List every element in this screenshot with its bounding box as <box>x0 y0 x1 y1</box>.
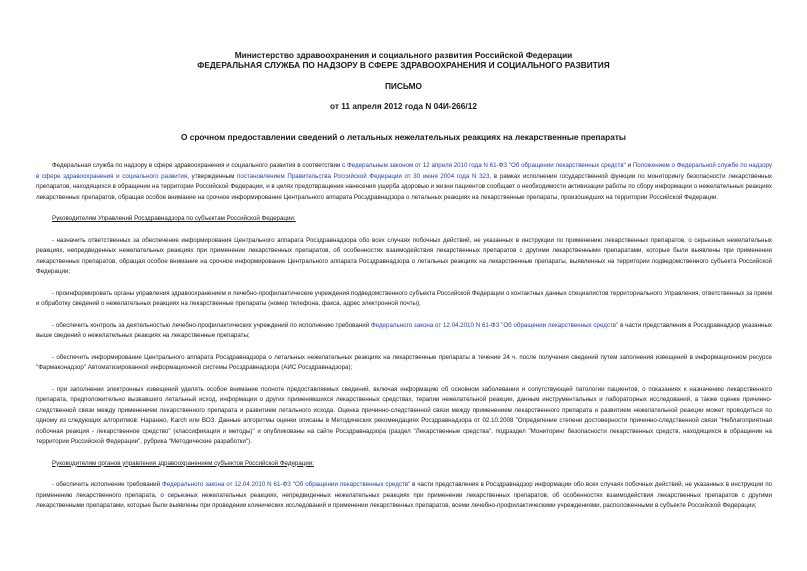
law-61fz-link-2[interactable]: Федерального закона от 12.04.2010 N 61-ФЗ "Об обращении лекарственных средств" <box>370 321 619 329</box>
document-type: ПИСЬМО <box>384 81 423 91</box>
law-61fz-link-3[interactable]: Федерального закона от 12.04.2010 N 61-ФЗ "Об обращении лекарственных средств" <box>161 481 411 488</box>
section2-item-1-text-2: в части представления в Росздравнадзор информации обо всех случаях побочных действий, не указанных в инструкции по применению лекарственного препарата, о серьезных нежелательных реакциях, непредвиденных нежелательных реакциях при применении лекарственных препаратов, об особенностях взаимодействия лекарственных препаратов с другими лекарственными препаратами, которые были выявлены при проведении клинических исследований и применении лекарственных препаратов, всеми лечебно-профилактическими учреждениями, расположенными в субъекте Российской Федерации; <box>36 481 772 509</box>
section1-item-3 <box>36 321 772 342</box>
section2-heading: Руководителям органов управления здравоохранением субъектов Российской Федерации: <box>52 459 314 467</box>
intro-text-2: и <box>625 162 633 169</box>
document-body <box>36 161 772 512</box>
section2-item-1-text-1: - обеспечить исполнение требований <box>52 481 162 488</box>
section2-item-1 <box>36 480 772 512</box>
section1-item-5: - при заполнении электронных извещений уделять особое внимание полноте предоставляемых сведений, включая информацию об основном заболевании и сопутствующей патологии пациентов, о показаниях к назначению лекарственного препарата, предположительно вызвавшего летальный исход, информации о других применявшихся лекарственных средствах, терапии нежелательной реакции, данным инструментальных и лабораторных исследований, а также оценке причинно-следственной связи между применением лекарственного препарата и развитием летального исхода. Оценка причинно-следственной связи между применением лекарственного препарата и развитием нежелательной реакции может проводиться по одному из следующих алгоритмов: Наранжо, Karch или ВОЗ. Данные алгоритмы оценки описаны в Методических рекомендациях Росздравнадзора от 02.10.2008 "Определение степени достоверности причинно-следственной связи "Неблагоприятная побочная реакция - лекарственное средство" (классификация и методы)" и опубликованы на сайте Росздравнадзора (раздел "Лекарственные средства", подраздел "Мониторинг безопасности лекарственных средств, находящихся в обращении на территории Российской Федерации", рубрика "Методические разработки"). <box>36 385 772 445</box>
section1-item-4: - обеспечить информирование Центрального аппарата Росздравнадзора о летальных нежелательных реакциях на лекарственные препараты в течение 24 ч. после получения сведений путем заполнения извещений в информационном ресурсе "Фармаконадзор" Автоматизированной информационной системы Росздравнадзора (АИС Росздравнадзора); <box>36 353 772 371</box>
government-resolution-link[interactable]: постановлением Правительства Российской Федерации от 30 июня 2004 года N 323 <box>237 172 490 180</box>
service-regulation-link[interactable]: Положением о Федеральной службе по надзору в сфере здравоохранения и социального развития <box>36 162 772 180</box>
section1-item-2: - проинформировать органы управления здравоохранением и лечебно-профилактические учреждения подведомственного субъекта Российской Федерации о контактных данных специалистов территориального Управления, ответственных за прием и обработку сведений о нежелательных реакциях на лекарственные препараты (номер телефона, факса, адрес электронной почты); <box>36 289 772 307</box>
document-title: О срочном предоставлении сведений о летальных нежелательных реакциях на лекарственные препараты <box>180 132 627 142</box>
document-date-number: от 11 апреля 2012 года N 04И-266/12 <box>330 101 477 111</box>
intro-text-3: , утвержденным <box>187 172 238 180</box>
intro-paragraph <box>36 161 772 203</box>
ministry-heading: Министерство здравоохранения и социального развития Российской Федерации <box>234 50 573 60</box>
section1-heading: Руководителям Управлений Росздравнадзора по субъектам Российской Федерации: <box>52 215 296 222</box>
service-heading: ФЕДЕРАЛЬНАЯ СЛУЖБА ПО НАДЗОРУ В СФЕРЕ ЗДРАВООХРАНЕНИЯ И СОЦИАЛЬНОГО РАЗВИТИЯ <box>197 60 610 70</box>
intro-text-4: , в рамках исполнения государственной функции по мониторингу безопасности лекарственных препаратов, находящихся в обращении на территории Российской Федерации, и в целях предотвращения нанесения ущерба здоровью и жизни пациентов сообщает о необходимости активизации работы по сбору информации о нежелательных реакциях лекарственных препаратов, обращая особое внимание на срочное информирование Центрального аппарата Росздравнадзора о летальных реакциях на лекарственные препараты, произошедших на территории Российской Федерации. <box>36 172 772 201</box>
section1-item-1: - назначить ответственных за обеспечение информирования Центрального аппарата Росздравнадзора обо всех случаях побочных действий, не указанных в инструкции по применению лекарственных препаратов, о серьезных нежелательных реакциях, непредвиденных нежелательных реакциях при применении лекарственных препаратов, об особенностях взаимодействия лекарственных препаратов с другими лекарственными препаратами, которые были выявлены при применении лекарственных препаратов, обращая особое внимание на срочное информирование Центрального аппарата Росздравнадзора о летальных реакциях на лекарственные препараты, выявленных на территории подведомственного субъекта Российской Федерации; <box>36 236 772 275</box>
section1-item-3-text-2: в части представления в Росздравнадзор указанных выше сведений о нежелательных реакциях на лекарственные препараты; <box>36 321 772 339</box>
intro-text-1: Федеральная служба по надзору в сфере здравоохранения и социального развития в соответствии с <box>52 162 347 169</box>
law-61fz-link[interactable]: Федеральным законом от 12 апреля 2010 года N 61-ФЗ "Об обращении лекарственных средств" <box>346 162 626 169</box>
section1-item-3-text-1: - обеспечить контроль за деятельностью лечебно-профилактических учреждений по исполнению требований <box>52 321 371 329</box>
